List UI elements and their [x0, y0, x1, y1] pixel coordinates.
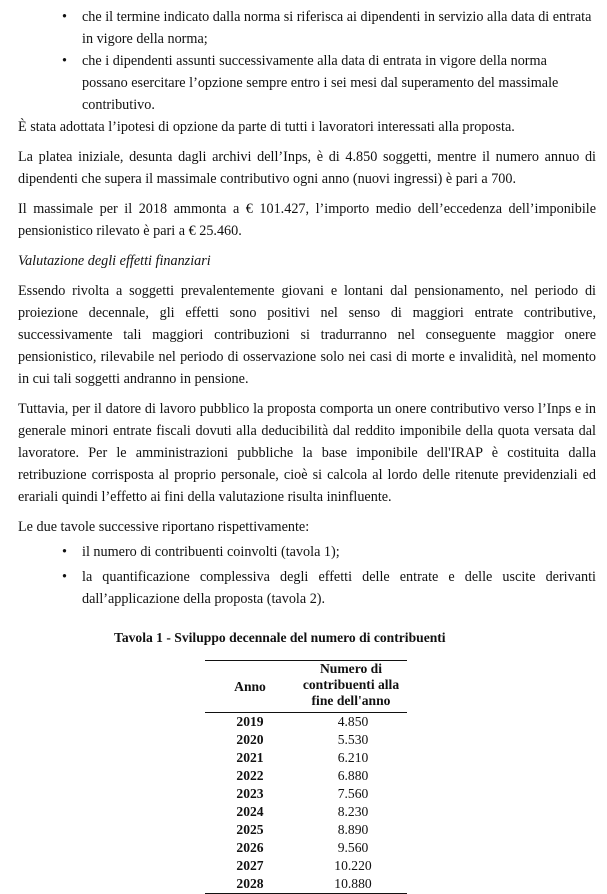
contributors-table [205, 660, 407, 894]
value-cell: 10.220 [334, 858, 372, 873]
year-cell: 2026 [236, 840, 264, 855]
table-title: Tavola 1 - Sviluppo decennale del numero di contribuenti [114, 630, 446, 645]
bullet-icon: • [62, 53, 67, 69]
bullet-icon: • [62, 544, 67, 560]
paragraph-tuttavia: Tuttavia, per il datore di lavoro pubblico la proposta comporta un onere contributivo verso l’Inps e in generale minori entrate fiscali dovuti alla deducibilità dal reddito imponibile della quota versata dal lavoratore. Per le amministrazioni pubbliche la base imponibile dell'IRAP è costituita dalla retribuzione corrisposta al proprio personale, cioè si calcola al lordo delle ritenute previdenziali ed erariali quindi l’effetto ai fini della valutazione risulta ininfluente. [18, 401, 596, 505]
value-cell: 6.880 [337, 768, 369, 783]
year-cell: 2024 [236, 804, 264, 819]
bullet-icon: • [62, 569, 67, 585]
table-row [205, 857, 407, 875]
conditions-list [18, 6, 596, 116]
column-header-value: Numero di contribuenti alla fine dell'anno [302, 661, 400, 708]
list-item [18, 566, 596, 610]
value-cell: 10.880 [334, 876, 372, 891]
paragraph-massimale: Il massimale per il 2018 ammonta a € 101.427, l’importo medio dell’eccedenza dell’imponibile pensionistico rilevato è pari a € 25.460. [18, 201, 596, 239]
table-row [205, 767, 407, 785]
value-cell: 7.560 [337, 786, 369, 801]
table-row [205, 713, 407, 732]
tables-list [18, 541, 596, 610]
value-cell: 6.210 [337, 750, 369, 765]
table-row [205, 731, 407, 749]
year-cell: 2022 [236, 768, 264, 783]
table-row [205, 803, 407, 821]
bullet-icon: • [62, 9, 67, 25]
paragraph-ipotesi: È stata adottata l’ipotesi di opzione da parte di tutti i lavoratori interessati alla proposta. [18, 119, 515, 135]
paragraph-effetti: Essendo rivolta a soggetti prevalentemente giovani e lontani dal pensionamento, nel periodo di proiezione decennale, gli effetti sono positivi nel senso di maggiori entrate contributive, successivamente tali maggiori contribuzioni si tradurranno nel conseguente maggior onere pensionistico, rilevabile nel periodo di osservazione solo nei casi di morte e invalidità, nel momento in cui tali soggetti andranno in pensione. [18, 283, 596, 387]
document-page [18, 0, 596, 894]
year-cell: 2020 [236, 732, 264, 747]
list-item [18, 541, 596, 563]
list-item-text: che i dipendenti assunti successivamente alla data di entrata in vigore della norma possano esercitare l’opzione sempre entro i sei mesi dal superamento del massimale contributivo. [82, 53, 559, 113]
value-cell: 8.230 [337, 804, 369, 819]
table-row [205, 785, 407, 803]
value-cell: 9.560 [337, 840, 369, 855]
year-cell: 2025 [236, 822, 264, 837]
table-header-row [205, 661, 407, 713]
list-item [18, 6, 596, 50]
list-item [18, 50, 596, 116]
value-cell: 5.530 [337, 732, 369, 747]
year-cell: 2023 [236, 786, 264, 801]
value-cell: 8.890 [337, 822, 369, 837]
year-cell: 2028 [236, 876, 264, 891]
paragraph-platea: La platea iniziale, desunta dagli archivi dell’Inps, è di 4.850 soggetti, mentre il numero annuo di dipendenti che supera il massimale contributivo ogni anno (nuovi ingressi) è pari a 700. [18, 149, 596, 187]
year-cell: 2019 [236, 714, 264, 729]
section-heading: Valutazione degli effetti finanziari [18, 253, 211, 269]
value-cell: 4.850 [337, 714, 369, 729]
column-header-year: Anno [234, 678, 266, 694]
table-row [205, 821, 407, 839]
list-item-text: la quantificazione complessiva degli effetti delle entrate e delle uscite derivanti dall’applicazione della proposta (tavola 2). [82, 569, 596, 607]
table-row [205, 839, 407, 857]
year-cell: 2027 [236, 858, 264, 873]
list-item-text: che il termine indicato dalla norma si riferisca ai dipendenti in servizio alla data di entrata in vigore della norma; [82, 9, 592, 47]
year-cell: 2021 [236, 750, 264, 765]
table-row [205, 749, 407, 767]
paragraph-tavole: Le due tavole successive riportano rispettivamente: [18, 519, 310, 535]
list-item-text: il numero di contribuenti coinvolti (tavola 1); [82, 544, 340, 560]
table-row [205, 875, 407, 894]
